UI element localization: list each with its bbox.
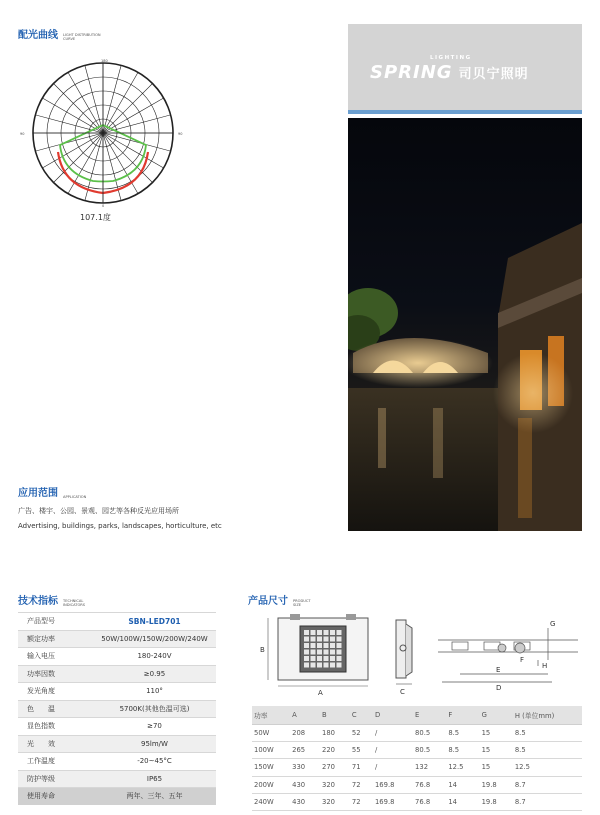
light-distribution-chart — [18, 58, 188, 208]
size-title: 产品尺寸 — [248, 596, 288, 607]
led-cell — [324, 650, 329, 655]
size-cell: 8.7 — [509, 776, 582, 793]
spec-value: ≥0.95 — [93, 665, 216, 683]
application-text-cn: 广告、楼宇、公园、景观、园艺等各种反光应用场所 — [18, 507, 179, 515]
size-cell: / — [369, 759, 409, 776]
spec-key: 防护等级 — [18, 770, 93, 788]
distribution-title: 配光曲线 — [18, 30, 58, 41]
size-cell: 330 — [286, 759, 316, 776]
polar-tick-label: 0 — [102, 204, 105, 208]
spec-key: 色 温 — [18, 700, 93, 718]
specs-heading — [18, 592, 93, 607]
spec-value: ≥70 — [93, 718, 216, 736]
led-cell — [324, 656, 329, 661]
led-cell — [317, 663, 322, 668]
led-cell — [330, 663, 335, 668]
specs-title-en: TECHNICAL INDICATORS — [63, 599, 86, 607]
dim-label-a: A — [318, 689, 323, 697]
size-cell: 270 — [316, 759, 346, 776]
size-cell: 265 — [286, 742, 316, 759]
led-cell — [337, 650, 342, 655]
led-cell — [304, 643, 309, 648]
size-cell: / — [369, 725, 409, 742]
led-cell — [330, 656, 335, 661]
size-cell: 15 — [476, 759, 509, 776]
size-header-cell: A — [286, 706, 316, 725]
led-cell — [317, 650, 322, 655]
size-cell: 12.5 — [509, 759, 582, 776]
size-cell: 72 — [346, 776, 369, 793]
dim-label-b: B — [260, 646, 265, 654]
spec-key: 使用寿命 — [18, 788, 93, 805]
led-cell — [304, 630, 309, 635]
size-cell: 76.8 — [409, 776, 442, 793]
dimension-drawings — [252, 612, 582, 704]
led-cell — [337, 637, 342, 642]
size-cell: 430 — [286, 776, 316, 793]
size-cell: 100W — [252, 742, 286, 759]
polar-tick-label: 180 — [101, 59, 108, 63]
spec-key: 输入电压 — [18, 648, 93, 666]
spec-value: 50W/100W/150W/200W/240W — [93, 630, 216, 648]
led-cell — [311, 650, 316, 655]
dim-label-c: C — [400, 688, 405, 696]
size-cell: 55 — [346, 742, 369, 759]
distribution-heading — [18, 26, 111, 41]
size-cell: 19.8 — [476, 793, 509, 810]
distribution-title-en: LIGHT DISTRIBUTION CURVE — [63, 33, 101, 41]
size-cell: 208 — [286, 725, 316, 742]
size-cell: 52 — [346, 725, 369, 742]
application-heading — [18, 484, 86, 499]
spec-row — [18, 613, 216, 631]
size-cell: 71 — [346, 759, 369, 776]
spec-row — [18, 648, 216, 666]
led-cell — [337, 663, 342, 668]
logo-spring: SPRING — [370, 62, 453, 83]
led-cell — [324, 630, 329, 635]
logo-cn: 司贝宁照明 — [458, 67, 529, 82]
size-cell: 320 — [316, 793, 346, 810]
size-cell: 320 — [316, 776, 346, 793]
led-cell — [311, 643, 316, 648]
specs-title: 技术指标 — [18, 596, 58, 607]
led-cell — [330, 637, 335, 642]
spec-key: 发光角度 — [18, 683, 93, 701]
led-cell — [330, 650, 335, 655]
led-cell — [330, 643, 335, 648]
led-cell — [311, 630, 316, 635]
spec-row — [18, 630, 216, 648]
size-header-cell: F — [442, 706, 475, 725]
size-cell: 14 — [442, 793, 475, 810]
dim-label-d: D — [496, 684, 502, 692]
size-cell: 8.5 — [509, 725, 582, 742]
size-header-cell: D — [369, 706, 409, 725]
spec-value: 两年、三年、五年 — [93, 788, 216, 805]
led-cell — [324, 637, 329, 642]
size-cell: 240W — [252, 793, 286, 810]
application-text-en: Advertising, buildings, parks, landscapes, horticulture, etc — [18, 522, 222, 530]
dim-label-g: G — [550, 620, 556, 628]
dim-label-h: H — [542, 662, 548, 670]
size-header-cell: E — [409, 706, 442, 725]
size-cell: 15 — [476, 725, 509, 742]
size-cell: 19.8 — [476, 776, 509, 793]
front-view-drawing — [260, 614, 368, 697]
led-cell — [311, 656, 316, 661]
polar-tick-label: 90 — [20, 132, 25, 136]
size-row — [252, 759, 582, 776]
night-scene-photo — [348, 118, 582, 531]
size-cell: 12.5 — [442, 759, 475, 776]
spec-value: SBN-LED701 — [93, 613, 216, 631]
spec-row — [18, 770, 216, 788]
brand-stripe — [348, 110, 582, 114]
size-header-cell: 功率 — [252, 706, 286, 725]
brand-header — [348, 24, 582, 114]
application-title-en: APPLICATION — [63, 495, 87, 499]
logo-lighting: LIGHTING — [430, 55, 472, 61]
spec-row — [18, 683, 216, 701]
led-cell — [311, 637, 316, 642]
size-heading — [248, 592, 317, 607]
size-row — [252, 742, 582, 759]
size-cell: 169.8 — [369, 793, 409, 810]
size-cell: 169.8 — [369, 776, 409, 793]
size-cell: 8.5 — [442, 742, 475, 759]
spec-table — [18, 612, 216, 805]
size-cell: 15 — [476, 742, 509, 759]
bracket-view-drawing — [438, 628, 578, 682]
led-cell — [337, 630, 342, 635]
spec-value: 5700K(其他色温可选) — [93, 700, 216, 718]
led-cell — [324, 663, 329, 668]
spec-value: IP65 — [93, 770, 216, 788]
led-cell — [317, 630, 322, 635]
spec-value: 180-240V — [93, 648, 216, 666]
size-cell: 8.5 — [442, 725, 475, 742]
led-cell — [337, 656, 342, 661]
size-cell: 180 — [316, 725, 346, 742]
size-cell: 200W — [252, 776, 286, 793]
spec-row — [18, 753, 216, 771]
beam-angle-label: 107.1度 — [80, 213, 111, 222]
spec-row — [18, 700, 216, 718]
size-header-cell: B — [316, 706, 346, 725]
application-title: 应用范围 — [18, 488, 58, 499]
size-cell: / — [369, 742, 409, 759]
size-cell: 14 — [442, 776, 475, 793]
size-row — [252, 793, 582, 810]
side-view-drawing — [396, 620, 412, 696]
led-cell — [304, 656, 309, 661]
spec-row — [18, 788, 216, 805]
spec-value: 110° — [93, 683, 216, 701]
spec-row — [18, 665, 216, 683]
spec-row — [18, 735, 216, 753]
spec-key: 产品型号 — [18, 613, 93, 631]
size-header-cell: G — [476, 706, 509, 725]
size-cell: 72 — [346, 793, 369, 810]
size-header-cell: H (单位mm) — [509, 706, 582, 725]
size-cell: 80.5 — [409, 742, 442, 759]
spec-row — [18, 718, 216, 736]
dim-label-f: F — [520, 656, 525, 664]
spec-key: 功率因数 — [18, 665, 93, 683]
spec-key: 显色指数 — [18, 718, 93, 736]
led-cell — [304, 663, 309, 668]
brand-logo — [370, 55, 529, 83]
spec-key: 额定功率 — [18, 630, 93, 648]
spec-key: 工作温度 — [18, 753, 93, 771]
size-row — [252, 776, 582, 793]
polar-tick-label: 90 — [178, 132, 183, 136]
size-cell: 220 — [316, 742, 346, 759]
size-cell: 8.7 — [509, 793, 582, 810]
size-row — [252, 725, 582, 742]
dim-label-e: E — [496, 666, 501, 674]
size-cell: 430 — [286, 793, 316, 810]
led-cell — [304, 637, 309, 642]
led-cell — [330, 630, 335, 635]
size-cell: 80.5 — [409, 725, 442, 742]
size-table — [252, 706, 582, 811]
size-cell: 150W — [252, 759, 286, 776]
led-cell — [317, 643, 322, 648]
size-cell: 76.8 — [409, 793, 442, 810]
spec-value: 95lm/W — [93, 735, 216, 753]
size-title-en: PRODUCT SIZE — [293, 599, 311, 607]
size-header-cell: C — [346, 706, 369, 725]
led-cell — [304, 650, 309, 655]
size-cell: 8.5 — [509, 742, 582, 759]
size-cell: 132 — [409, 759, 442, 776]
led-cell — [311, 663, 316, 668]
spec-key: 光 效 — [18, 735, 93, 753]
led-cell — [317, 656, 322, 661]
led-cell — [337, 643, 342, 648]
led-cell — [317, 637, 322, 642]
spec-value: -20~45°C — [93, 753, 216, 771]
led-cell — [324, 643, 329, 648]
size-cell: 50W — [252, 725, 286, 742]
